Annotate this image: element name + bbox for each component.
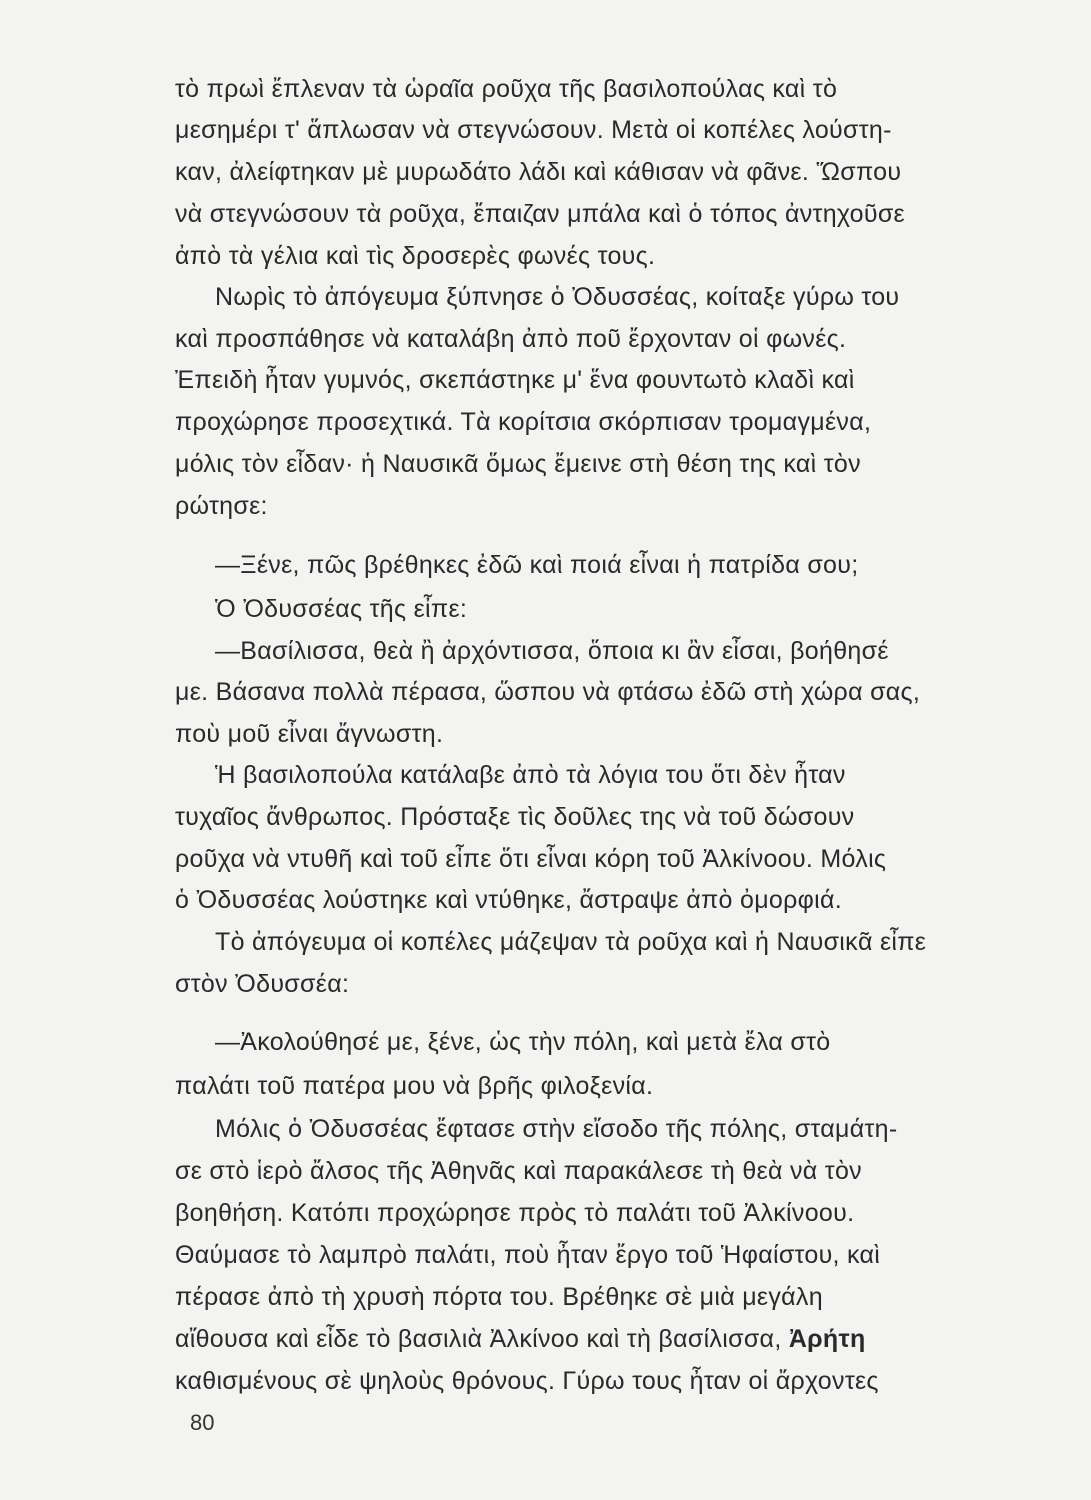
text-line: με. Βάσανα πολλὰ πέρασα, ὥσπου νὰ φτάσω ἐδῶ στὴ χώρα σας,	[175, 678, 921, 706]
text-line: σε στὸ ἱερὸ ἄλσος τῆς Ἀθηνᾶς καὶ παρακάλεσε τὴ θεὰ νὰ τὸν	[175, 1157, 862, 1185]
text-line: μεσημέρι τ' ἅπλωσαν νὰ στεγνώσουν. Μετὰ οἱ κοπέλες λούστη-	[175, 116, 892, 144]
text-line: Μόλις ὁ Ὀδυσσέας ἔφτασε στὴν εἴσοδο τῆς πόλης, σταμάτη-	[215, 1115, 898, 1143]
bold-name: Ἀρήτη	[788, 1325, 866, 1353]
text-line: μόλις τὸν εἶδαν· ἡ Ναυσικᾶ ὅμως ἔμεινε στὴ θέση της καὶ τὸν	[175, 450, 861, 478]
text-line: προχώρησε προσεχτικά. Τὰ κορίτσια σκόρπισαν τρομαγμένα,	[175, 408, 872, 436]
text-line: στὸν Ὀδυσσέα:	[175, 970, 350, 998]
text-line: Νωρὶς τὸ ἀπόγευμα ξύπνησε ὁ Ὀδυσσέας, κοίταξε γύρω του	[215, 283, 900, 311]
text-line: παλάτι τοῦ πατέρα μου νὰ βρῆς φιλοξενία.	[175, 1072, 654, 1100]
text-line: ποὺ μοῦ εἶναι ἄγνωστη.	[175, 720, 444, 748]
text-line: Ὁ Ὀδυσσέας τῆς εἶπε:	[215, 595, 468, 623]
text-line: Τὸ ἀπόγευμα οἱ κοπέλες μάζεψαν τὰ ροῦχα καὶ ἡ Ναυσικᾶ εἶπε	[215, 928, 927, 956]
line-text: αἴθουσα καὶ εἶδε τὸ βασιλιὰ Ἀλκίνοο καὶ τὴ βασίλισσα	[175, 1325, 775, 1353]
text-line: Ἐπειδὴ ἦταν γυμνός, σκεπάστηκε μ' ἕνα φουντωτὸ κλαδὶ καὶ	[175, 366, 855, 394]
text-line: ὁ Ὀδυσσέας λούστηκε καὶ ντύθηκε, ἄστραψε ἀπὸ ὀμορφιά.	[175, 886, 842, 914]
text-line: πέρασε ἀπὸ τὴ χρυσὴ πόρτα του. Βρέθηκε σὲ μιὰ μεγάλη	[175, 1283, 823, 1311]
text-line: τὸ πρωὶ ἔπλεναν τὰ ὡραῖα ροῦχα τῆς βασιλοπούλας καὶ τὸ	[175, 75, 838, 103]
text-line: Θαύμασε τὸ λαμπρὸ παλάτι, ποὺ ἦταν ἔργο τοῦ Ἡφαίστου, καὶ	[175, 1241, 881, 1269]
text-line: ἀπὸ τὰ γέλια καὶ τὶς δροσερὲς φωνές τους.	[175, 242, 656, 270]
text-line: βοηθήση. Κατόπι προχώρησε πρὸς τὸ παλάτι τοῦ Ἀλκίνοου.	[175, 1199, 855, 1227]
text-line: καθισμένους σὲ ψηλοὺς θρόνους. Γύρω τους ἦταν οἱ ἄρχοντες	[175, 1367, 879, 1395]
text-line: νὰ στεγνώσουν τὰ ροῦχα, ἔπαιζαν μπάλα καὶ ὁ τόπος ἀντηχοῦσε	[175, 200, 906, 228]
page-number: 80	[190, 1410, 215, 1435]
text-line: τυχαῖος ἄνθρωπος. Πρόσταξε τὶς δοῦλες της νὰ τοῦ δώσουν	[175, 803, 855, 831]
text-line: Ἡ βασιλοπούλα κατάλαβε ἀπὸ τὰ λόγια του ὅτι δὲν ἦταν	[215, 761, 846, 789]
text-line: ροῦχα νὰ ντυθῆ καὶ τοῦ εἶπε ὅτι εἶναι κόρη τοῦ Ἀλκίνοου. Μόλις	[175, 845, 887, 873]
text-line: καν, ἀλείφτηκαν μὲ μυρωδάτο λάδι καὶ κάθισαν νὰ φᾶνε. Ὥσπου	[175, 158, 902, 186]
text-line: —Ἀκολούθησέ με, ξένε, ὡς τὴν πόλη, καὶ μετὰ ἔλα στὸ	[215, 1028, 831, 1056]
text-line: καὶ προσπάθησε νὰ καταλάβη ἀπὸ ποῦ ἔρχονταν οἱ φωνές.	[175, 325, 847, 353]
text-line: —Ξένε, πῶς βρέθηκες ἐδῶ καὶ ποιά εἶναι ἡ πατρίδα σου;	[215, 551, 859, 579]
text-line: αἴθουσα καὶ εἶδε τὸ βασιλιὰ Ἀλκίνοο καὶ τὴ βασίλισσα, Ἀρήτη	[175, 1325, 866, 1353]
text-line: ρώτησε:	[175, 492, 268, 520]
text-line: —Βασίλισσα, θεὰ ἢ ἀρχόντισσα, ὅποια κι ἂν εἶσαι, βοήθησέ	[215, 637, 889, 665]
